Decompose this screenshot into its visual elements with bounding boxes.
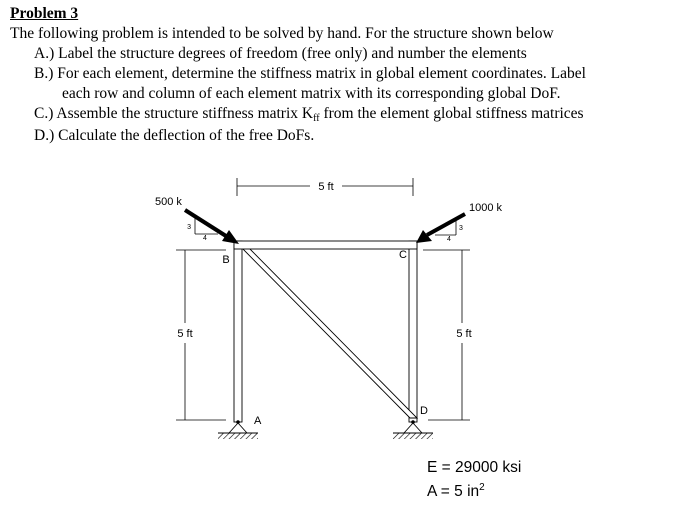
load-arrow-right	[416, 202, 503, 243]
load-left-label: 500 k	[155, 196, 182, 208]
right-dimension-label: 5 ft	[456, 328, 472, 340]
task-b-line2: each row and column of each element matrix with its corresponding global DoF.	[62, 85, 561, 102]
member-ab	[234, 241, 242, 422]
left-dimension-label: 5 ft	[177, 328, 193, 340]
task-c-subscript: ff	[313, 113, 320, 124]
support-d	[393, 420, 433, 439]
load-right-label: 1000 k	[469, 202, 503, 214]
left-slope-run: 4	[203, 235, 207, 242]
task-a: A.) Label the structure degrees of freedom (free only) and number the elements	[34, 45, 527, 62]
node-b-label: B	[222, 254, 230, 266]
support-a	[218, 420, 258, 439]
right-dimension	[423, 250, 472, 420]
node-c-label: C	[399, 249, 407, 261]
material-properties	[427, 458, 521, 502]
member-cd	[409, 241, 417, 422]
area-prefix: A = 5 in	[427, 483, 480, 501]
task-d: D.) Calculate the deflection of the free DoFs.	[34, 127, 315, 144]
right-slope-rise: 3	[459, 225, 463, 232]
area-value	[427, 478, 521, 502]
member-bd	[236, 242, 417, 418]
member-bc	[234, 241, 417, 249]
top-dimension	[237, 178, 413, 196]
node-d-label: D	[420, 405, 428, 417]
top-dimension-label: 5 ft	[318, 181, 334, 193]
left-slope-rise: 3	[187, 224, 191, 231]
area-exponent: 2	[479, 482, 485, 493]
problem-title: Problem 3	[10, 5, 79, 22]
truss-members	[234, 241, 417, 422]
right-slope-run: 4	[447, 236, 451, 243]
task-b-line1: B.) For each element, determine the stiffness matrix in global element coordinates. Label	[34, 65, 586, 82]
task-c-prefix: C.) Assemble the structure stiffness matrix K	[34, 105, 314, 122]
task-c-suffix: from the element global stiffness matrices	[319, 105, 584, 122]
left-dimension	[176, 250, 226, 420]
load-arrow-left	[155, 196, 239, 244]
modulus-value: E = 29000 ksi	[427, 459, 522, 476]
node-a-label: A	[254, 415, 262, 427]
problem-intro: The following problem is intended to be solved by hand. For the structure shown below	[10, 25, 554, 42]
